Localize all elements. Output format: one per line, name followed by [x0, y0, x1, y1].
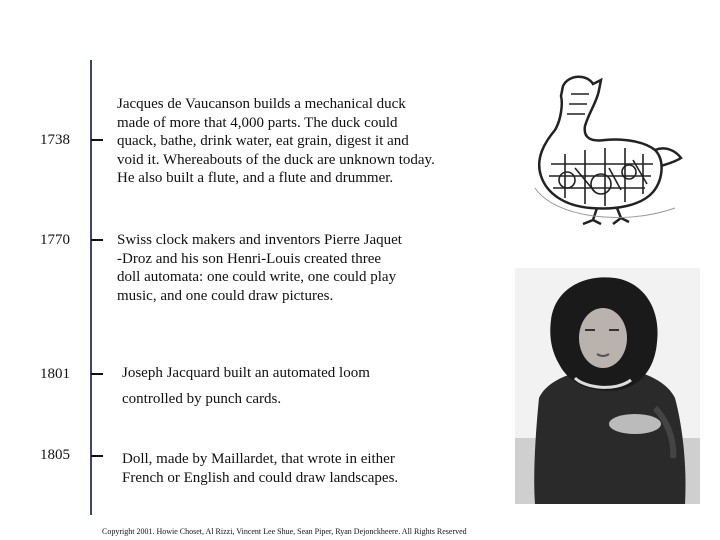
entry-line: Jacques de Vaucanson builds a mechanical duck — [117, 96, 406, 112]
entry-line: made of more that 4,000 parts. The duck could — [117, 114, 398, 131]
entry-line: doll automata: one could write, one could play — [117, 269, 397, 286]
timeline-tick-1805 — [91, 455, 103, 457]
year-1805: 1805 — [40, 447, 70, 463]
entry-line: Swiss clock makers and inventors Pierre Jaquet — [117, 232, 402, 248]
year-1770: 1770 — [40, 232, 70, 248]
entry-1805-text — [122, 450, 398, 488]
entry-line: music, and one could draw pictures. — [117, 287, 334, 304]
entry-1770-text — [117, 231, 402, 305]
entry-line: controlled by punch cards. — [122, 391, 282, 407]
entry-line: -Droz and his son Henri-Louis created three — [117, 250, 382, 267]
entry-line: Joseph Jacquard built an automated loom — [122, 365, 370, 381]
entry-line: quack, bathe, drink water, eat grain, digest it and — [117, 133, 409, 150]
entry-line: He also built a flute, and a flute and drummer. — [117, 170, 394, 187]
entry-line: void it. Whereabouts of the duck are unknown today. — [117, 151, 435, 168]
timeline-axis — [90, 60, 92, 515]
entry-1801-text — [122, 360, 370, 412]
automaton-doll-photograph — [515, 268, 700, 504]
year-1801: 1801 — [40, 366, 70, 382]
timeline-tick-1770 — [91, 239, 103, 241]
timeline-tick-1738 — [91, 139, 103, 141]
entry-line: French or English and could draw landscapes. — [122, 470, 399, 486]
copyright-footer: Copyright 2001. Howie Choset, Al Rizzi, Vincent Lee Shue, Sean Piper, Ryan Dejonckheere. All Rights Reserved — [102, 527, 467, 536]
year-1738: 1738 — [40, 132, 70, 148]
entry-line: Doll, made by Maillardet, that wrote in either — [122, 451, 395, 467]
mechanical-duck-illustration — [505, 68, 690, 228]
entry-1738-text — [117, 95, 435, 188]
timeline-tick-1801 — [91, 373, 103, 375]
